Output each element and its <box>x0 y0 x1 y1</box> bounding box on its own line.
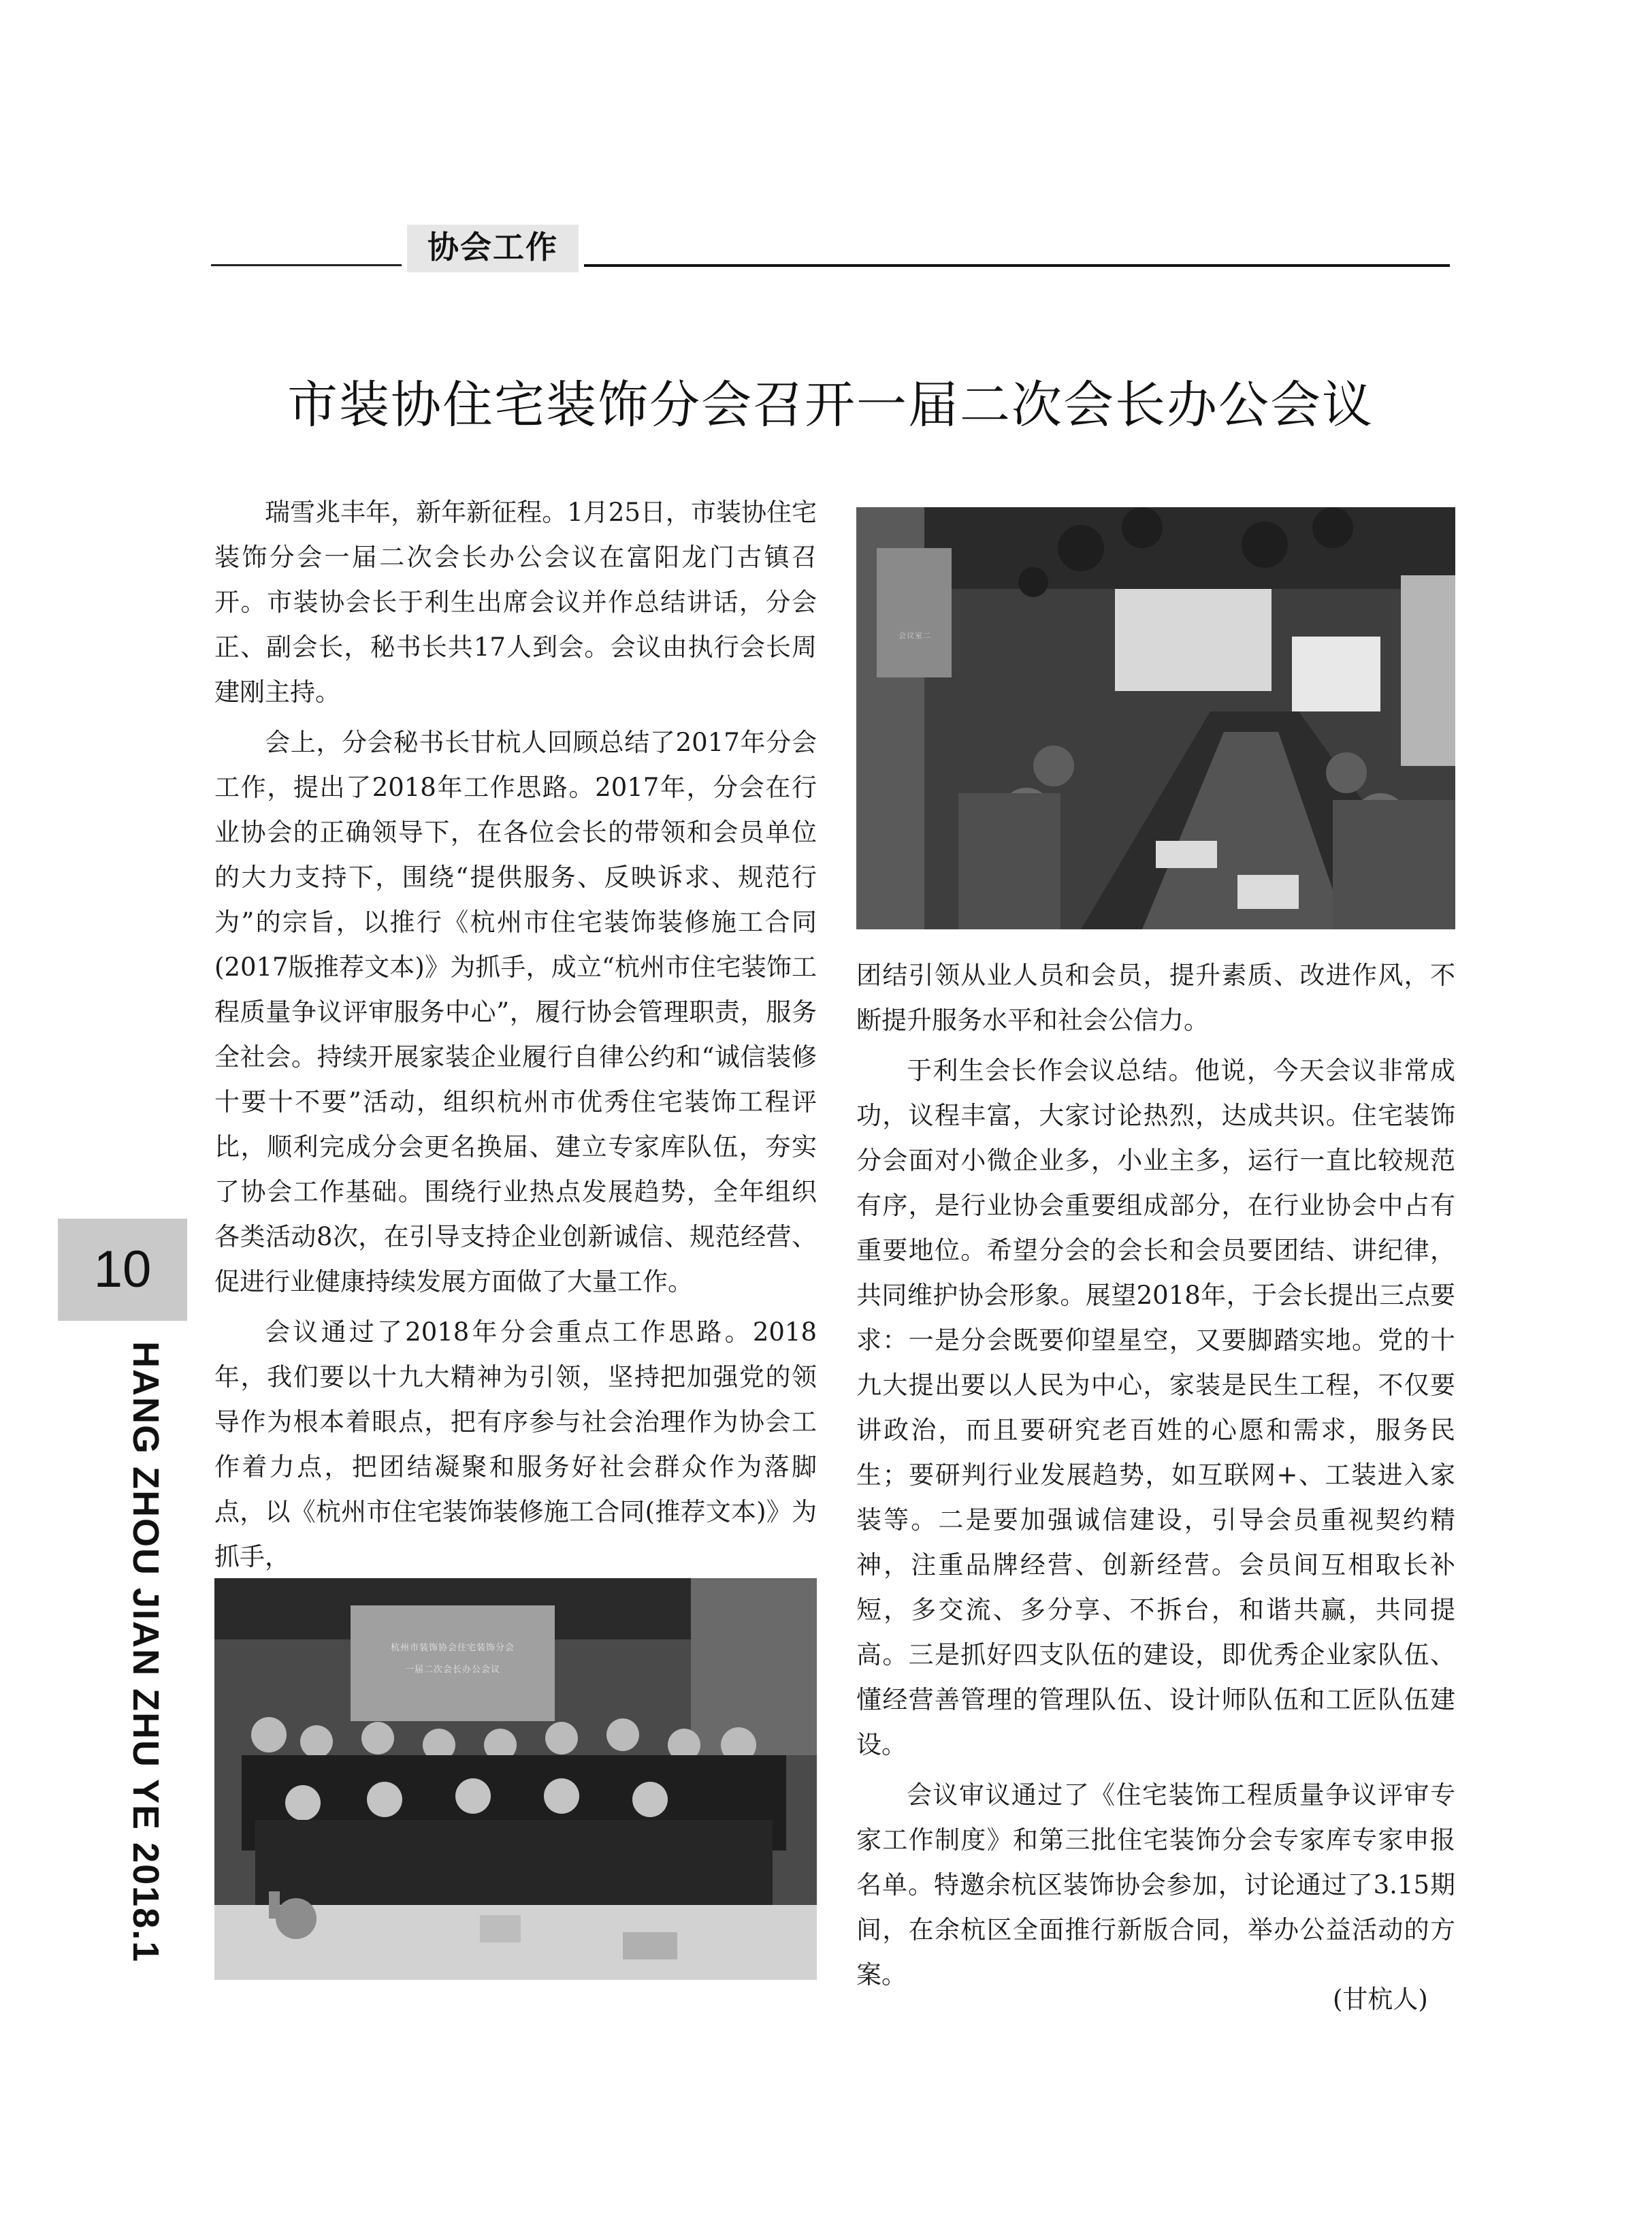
author-credit: (甘杭人) <box>1333 1985 1428 2014</box>
paragraph: 会议通过了2018年分会重点工作思路。2018年，我们要以十九大精神为引领，坚持把加强党的领导作为根本着眼点，把有序参与社会治理作为协会工作着力点，把团结凝聚和服务好社会群众作为落脚点，以《杭州市住宅装饰装修施工合同(推荐文本)》为抓手， <box>214 1317 817 1571</box>
page-number: 10 <box>58 1219 187 1321</box>
paragraph: 瑞雪兆丰年，新年新征程。1月25日，市装协住宅装饰分会一届二次会长办公会议在富阳龙门古镇召开。市装协会长于利生出席会议并作总结讲话，分会正、副会长，秘书长共17人到会。会议由执行会长周建刚主持。 <box>214 498 817 707</box>
article-title: 市装协住宅装饰分会召开一届二次会长办公会议 <box>287 376 1374 434</box>
paragraph: 于利生会长作会议总结。他说，今天会议非常成功，议程丰富，大家讨论热烈，达成共识。住宅装饰分会面对小微企业多，小业主多，运行一直比较规范有序，是行业协会重要组成部分，在行业协会中占有重要地位。希望分会的会长和会员要团结、讲纪律，共同维护协会形象。展望2018年，于会长提出三点要求：一是分会既要仰望星空，又要脚踏实地。党的十九大提出要以人民为中心，家装是民生工程，不仅要讲政治，而且要研究老百姓的心愿和需求，服务民生；要研判行业发展趋势，如互联网+、工装进入家装等。二是要加强诚信建设，引导会员重视契约精神，注重品牌经营、创新经营。会员间互相取长补短，多交流、多分享、不拆台，和谐共赢，共同提高。三是抓好四支队伍的建设，即优秀企业家队伍、懂经营善管理的管理队伍、设计师队伍和工匠队伍建设。 <box>856 1056 1455 1759</box>
screen-caption-line-1: 杭州市装饰协会住宅装饰分会 <box>390 1643 515 1653</box>
left-column <box>214 490 817 1585</box>
section-rule-right <box>584 264 1450 267</box>
screen-caption-line-2: 一届二次会长办公会议 <box>404 1665 500 1675</box>
meeting-photo <box>856 507 1455 929</box>
section-header <box>211 225 1450 272</box>
screen-caption: 会议室二 <box>898 631 931 640</box>
section-rule-left <box>211 264 402 266</box>
section-label: 协会工作 <box>407 225 579 272</box>
paragraph: 会上，分会秘书长甘杭人回顾总结了2017年分会工作，提出了2018年工作思路。2017年，分会在行业协会的正确领导下，在各位会长的带领和会员单位的大力支持下，围绕“提供服务、反映诉求、规范行为”的宗旨，以推行《杭州市住宅装饰装修施工合同(2017版推荐文本)》为抓手，成立“杭州市住宅装饰工程质量争议评审服务中心”，履行协会管理职责，服务全社会。持续开展家装企业履行自律公约和“诚信装修十要十不要”活动，组织杭州市优秀住宅装饰工程评比，顺利完成分会更名换届、建立专家库队伍，夯实了协会工作基础。围绕行业热点发展趋势，全年组织各类活动8次，在引导支持企业创新诚信、规范经营、促进行业健康持续发展方面做了大量工作。 <box>214 728 817 1296</box>
group-photo <box>214 1578 817 1980</box>
running-title: HANG ZHOU JIAN ZHU YE 2018.1 <box>125 1341 166 1964</box>
paragraph: 会议审议通过了《住宅装饰工程质量争议评审专家工作制度》和第三批住宅装饰分会专家库专家申报名单。特邀余杭区装饰协会参加，讨论通过了3.15期间，在余杭区全面推行新版合同，举办公益活动的方案。 <box>856 1780 1455 1989</box>
right-column <box>856 953 1455 2003</box>
paragraph: 团结引领从业人员和会员，提升素质、改进作风，不断提升服务水平和社会公信力。 <box>856 961 1455 1035</box>
